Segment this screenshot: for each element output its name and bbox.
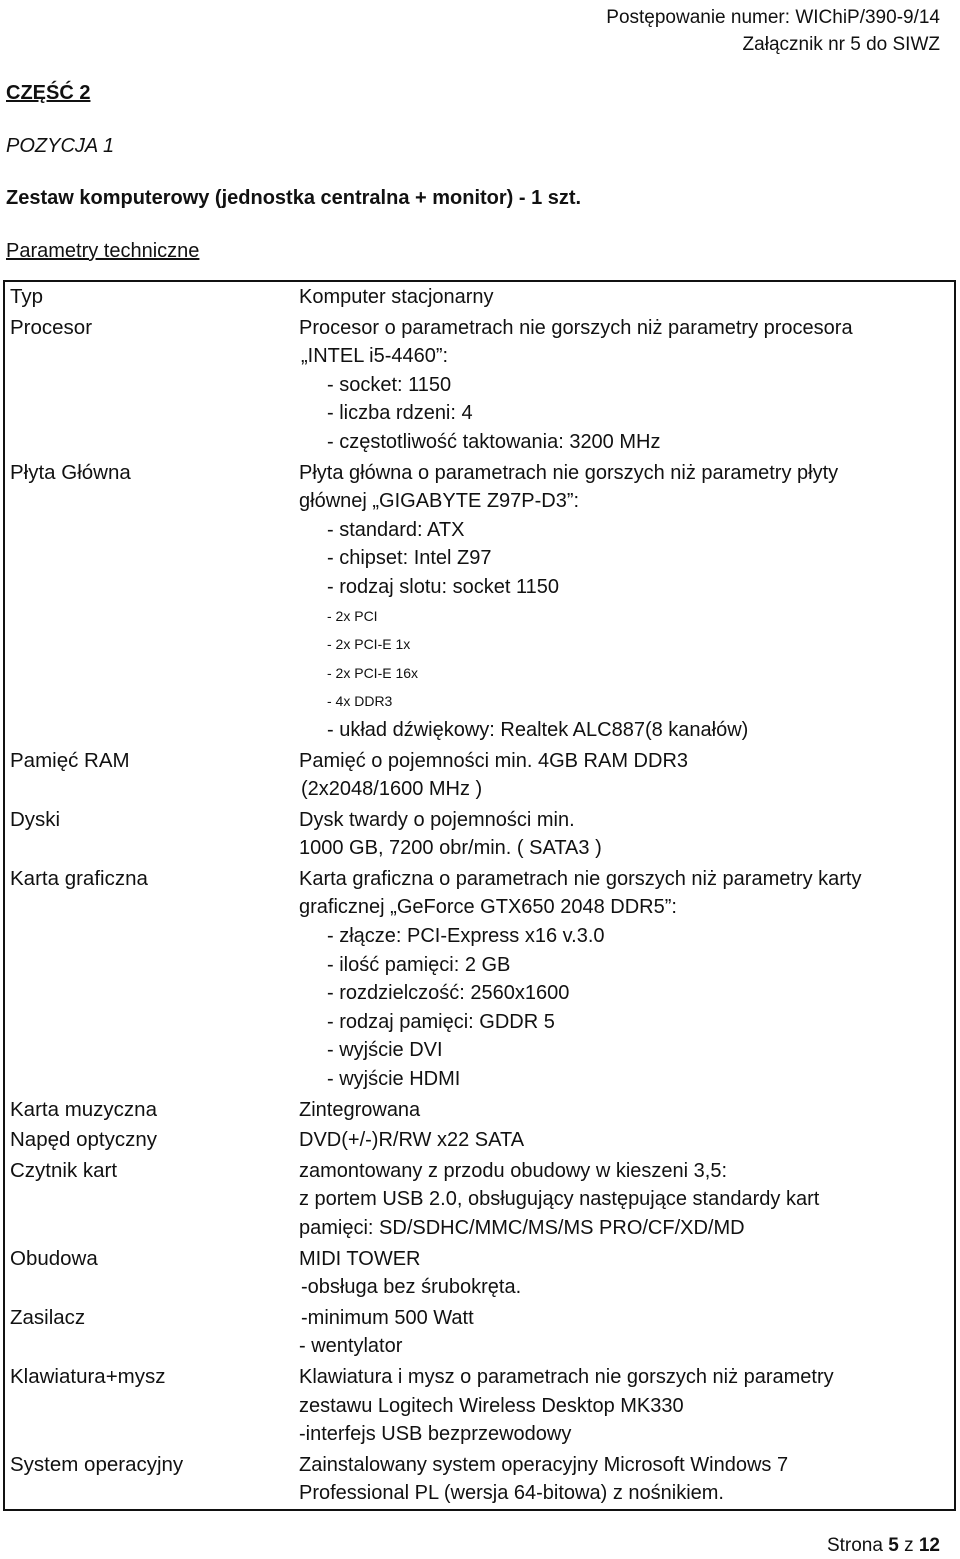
value-line: - 2x PCI-E 1x (327, 636, 411, 653)
value-line: 1000 GB, 7200 obr/min. ( SATA3 ) (299, 837, 602, 860)
row-label: Klawiatura+mysz (10, 1364, 166, 1388)
value-line: - wentylator (299, 1335, 403, 1358)
value-line: - rodzaj pamięci: GDDR 5 (327, 1010, 555, 1033)
spec-table (3, 280, 956, 1511)
row-label: Typ (10, 285, 44, 308)
value-line: zestawu Logitech Wireless Desktop MK330 (299, 1394, 684, 1417)
value-line: Procesor o parametrach nie gorszych niż parametry procesora (299, 316, 853, 339)
row-value (294, 1362, 955, 1450)
row-value (294, 1244, 955, 1303)
value-line: - 4x DDR3 (327, 693, 393, 710)
page-number (827, 1535, 940, 1557)
params-heading: Parametry techniczne (6, 240, 200, 262)
value-line: Dysk twardy o pojemności min. (299, 808, 575, 831)
value-line: z portem USB 2.0, obsługujący następujące standardy kart (299, 1188, 820, 1211)
row-label: Obudowa (10, 1246, 98, 1270)
value-line: „INTEL i5-4460”: (301, 345, 449, 368)
row-label: Procesor (10, 315, 93, 339)
value-line: - 2x PCI (327, 607, 378, 624)
table-row (4, 313, 955, 458)
table-row (4, 1095, 955, 1126)
row-value (294, 1095, 955, 1126)
position-heading: POZYCJA 1 (6, 135, 115, 157)
value-line: - układ dźwiękowy: Realtek ALC887(8 kanałów) (327, 718, 749, 741)
table-row (4, 746, 955, 805)
row-value (294, 1156, 955, 1244)
value-line: Karta graficzna o parametrach nie gorszych niż parametry karty (299, 867, 862, 890)
value-line: - socket: 1150 (327, 373, 452, 396)
row-label: System operacyjny (10, 1452, 184, 1476)
page-word: Strona (826, 1535, 883, 1556)
value-line: - standard: ATX (327, 518, 465, 541)
table-row (4, 1125, 955, 1156)
value-line: pamięci: SD/SDHC/MMC/MS/MS PRO/CF/XD/MD (299, 1217, 745, 1239)
value-line: - rozdzielczość: 2560x1600 (327, 982, 570, 1005)
table-row (4, 1362, 955, 1450)
table-row (4, 281, 955, 313)
value-line: DVD(+/-)R/RW x22 SATA (299, 1129, 525, 1152)
value-line: Pamięć o pojemności min. 4GB RAM DDR3 (299, 749, 689, 772)
value-line: - chipset: Intel Z97 (327, 547, 492, 570)
table-row (4, 864, 955, 1095)
value-line: Zainstalowany system operacyjny Microsoft Windows 7 (299, 1453, 789, 1476)
table-row (4, 1450, 955, 1510)
table-row (4, 458, 955, 746)
value-line: - ilość pamięci: 2 GB (327, 953, 511, 976)
value-line: Komputer stacjonarny (299, 286, 494, 308)
value-line: -obsługa bez śrubokręta. (301, 1276, 522, 1299)
row-label: Płyta Główna (10, 460, 131, 484)
page-header (606, 4, 940, 58)
value-line: MIDI TOWER (299, 1247, 421, 1270)
value-line: - 2x PCI-E 16x (327, 664, 419, 681)
row-label: Karta graficzna (10, 866, 148, 890)
row-value (294, 281, 955, 313)
table-row (4, 1303, 955, 1362)
set-title: Zestaw komputerowy (jednostka centralna + monitor) - 1 szt. (6, 187, 582, 209)
row-label: Zasilacz (10, 1305, 86, 1329)
value-line: Klawiatura i mysz o parametrach nie gorszych niż parametry (299, 1365, 834, 1388)
row-label: Karta muzyczna (10, 1097, 157, 1121)
part-heading: CZĘŚĆ 2 (6, 82, 91, 104)
value-line: -minimum 500 Watt (301, 1306, 474, 1329)
page-current: 5 (888, 1535, 899, 1556)
value-line: - liczba rdzeni: 4 (327, 402, 473, 425)
table-row (4, 1156, 955, 1244)
table-row (4, 805, 955, 864)
table-row (4, 1244, 955, 1303)
value-line: graficznej „GeForce GTX650 2048 DDR5”: (299, 896, 677, 919)
value-line: Zintegrowana (299, 1098, 421, 1121)
row-label: Napęd optyczny (10, 1128, 158, 1152)
row-value (294, 458, 955, 746)
row-label: Pamięć RAM (10, 748, 130, 772)
value-line: - złącze: PCI-Express x16 v.3.0 (327, 925, 605, 948)
row-value (294, 805, 955, 864)
page-total: 12 (918, 1535, 940, 1556)
row-value (294, 1450, 955, 1510)
row-label: Czytnik kart (10, 1158, 118, 1182)
page-of: z (904, 1535, 914, 1556)
value-line: - wyjście HDMI (327, 1068, 461, 1091)
row-label: Dyski (10, 807, 61, 831)
value-line: (2x2048/1600 MHz ) (301, 778, 483, 801)
row-value (294, 746, 955, 805)
value-line: Płyta główna o parametrach nie gorszych niż parametry płyty (299, 461, 839, 484)
attachment-label: Załącznik nr 5 do SIWZ (742, 34, 940, 55)
case-number: Postępowanie numer: WIChiP/390-9/14 (606, 7, 940, 28)
value-line: - wyjście DVI (327, 1039, 443, 1062)
row-value (294, 313, 955, 458)
row-value (294, 1303, 955, 1362)
row-value (294, 1125, 955, 1156)
value-line: głównej „GIGABYTE Z97P-D3”: (299, 490, 580, 513)
value-line: - częstotliwość taktowania: 3200 MHz (327, 430, 661, 453)
row-value (294, 864, 955, 1095)
value-line: zamontowany z przodu obudowy w kieszeni 3,5: (299, 1159, 728, 1182)
value-line: - rodzaj slotu: socket 1150 (327, 575, 559, 598)
value-line: -interfejs USB bezprzewodowy (299, 1423, 572, 1446)
value-line: Professional PL (wersja 64-bitowa) z nośnikiem. (299, 1482, 724, 1505)
